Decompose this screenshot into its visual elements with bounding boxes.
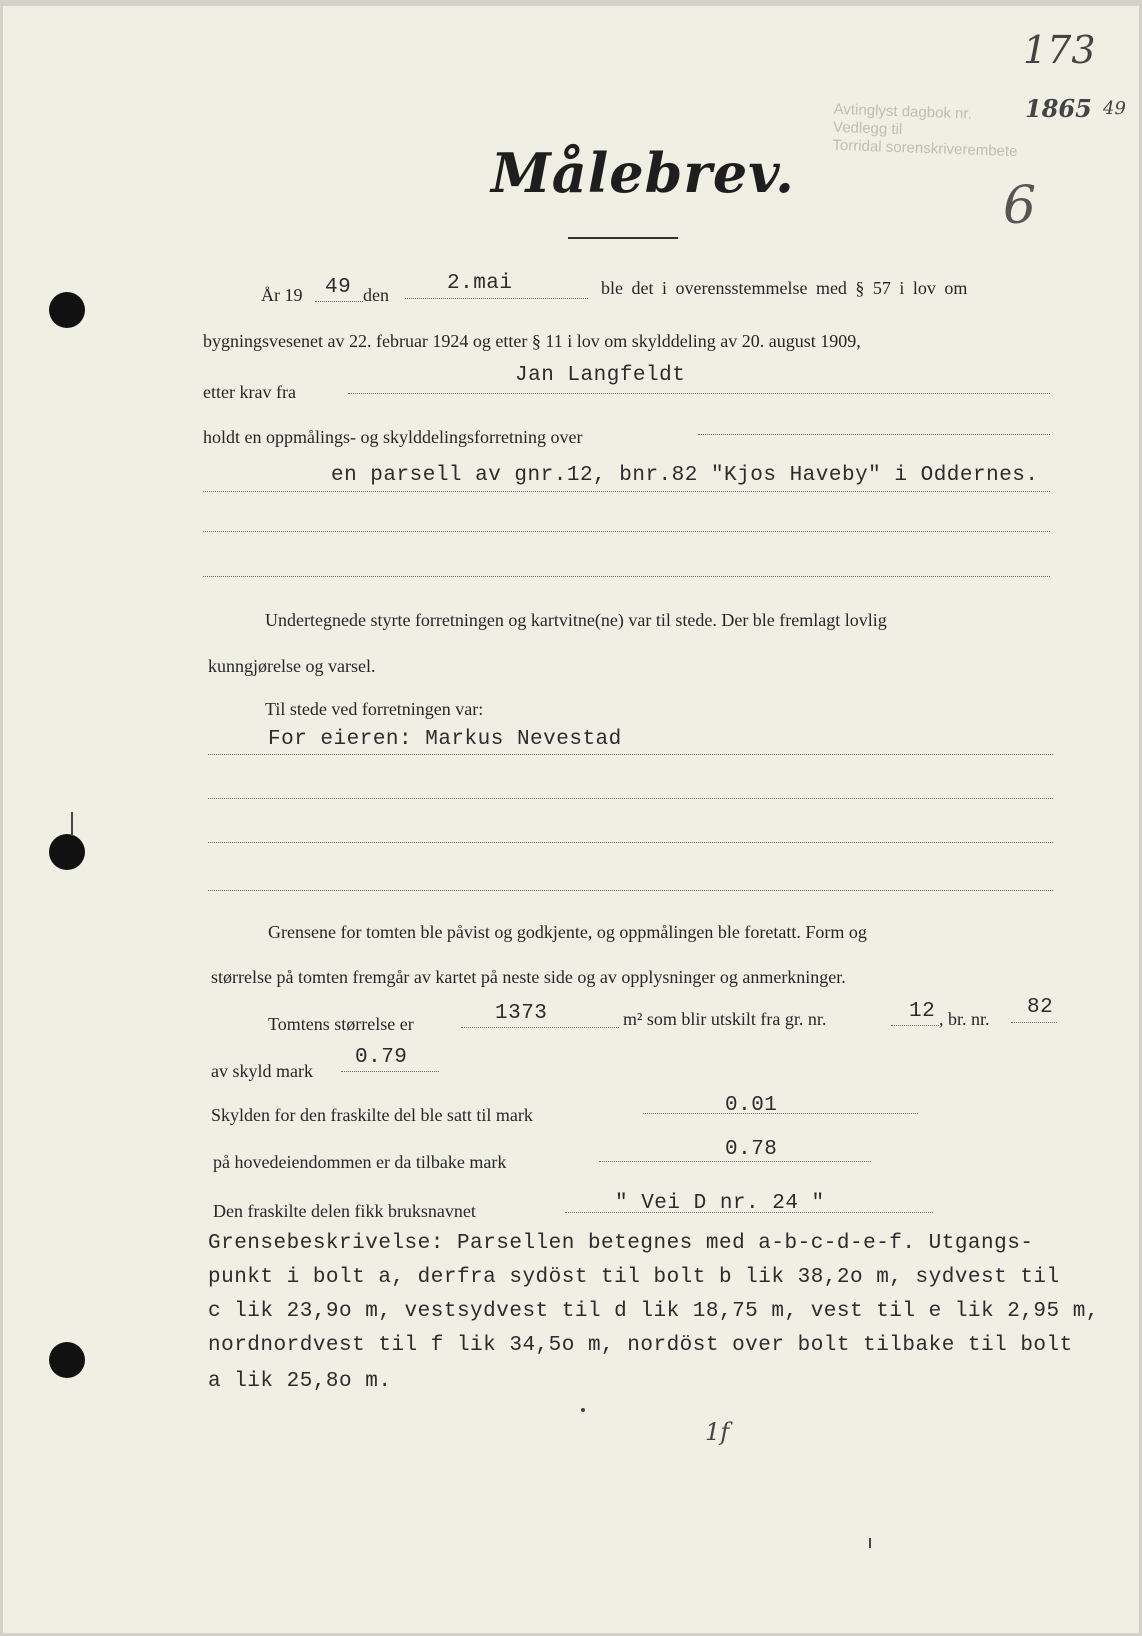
ink-speck xyxy=(869,1538,871,1548)
date-value: 2.mai xyxy=(447,272,513,295)
para2-line2: kunngjørelse og varsel. xyxy=(208,656,376,676)
initials: 1f xyxy=(705,1418,730,1446)
punch-hole xyxy=(49,834,85,870)
boundary-line: c lik 23,9o m, vestsydvest til d lik 18,75 m, vest til e lik 2,95 m, xyxy=(208,1300,1099,1323)
gnr-value: 12 xyxy=(909,1000,936,1023)
blank-line xyxy=(208,890,1053,891)
blank-line xyxy=(203,576,1050,577)
stamp-line: Torridal sorenskriverembete xyxy=(832,136,1018,161)
page-number: 173 xyxy=(1023,28,1096,72)
punch-hole xyxy=(49,292,85,328)
para1-text1: ble det i overensstemmelse med § 57 i lov om xyxy=(601,278,968,298)
stamp-line: Avtinglyst dagbok nr. xyxy=(833,100,973,123)
navn-value: " Vei D nr. 24 " xyxy=(615,1192,825,1215)
request-label: etter krav fra xyxy=(203,382,296,402)
title-divider xyxy=(568,237,678,239)
skyld-value: 0.79 xyxy=(355,1046,408,1069)
boundary-line: nordnordvest til f lik 34,5o m, nordöst over bolt tilbake til bolt xyxy=(208,1334,1073,1357)
bnr-label: , br. nr. xyxy=(939,1009,990,1029)
bnr-line xyxy=(1011,1022,1057,1023)
bnr-value: 82 xyxy=(1027,996,1054,1019)
year-prefix: År 19 xyxy=(261,285,303,305)
reference-suffix: 49 xyxy=(1103,98,1126,119)
navn-label: Den fraskilte delen fikk bruksnavnet xyxy=(213,1201,476,1221)
size-unit: m² som blir utskilt fra gr. nr. xyxy=(623,1009,827,1029)
present-label: Til stede ved forretningen var: xyxy=(265,699,484,719)
held-label: holdt en oppmålings- og skylddelingsforretning over xyxy=(203,427,583,447)
gnr-line xyxy=(891,1025,939,1026)
registration-stamp xyxy=(832,101,1019,161)
punch-hole xyxy=(49,1342,85,1378)
skyld-line xyxy=(341,1071,439,1072)
para1-text2: bygningsvesenet av 22. februar 1924 og etter § 11 i lov om skylddeling av 20. august 1909, xyxy=(203,331,861,351)
size-value: 1373 xyxy=(495,1002,548,1025)
parcel-description: en parsell av gnr.12, bnr.82 "Kjos Haveby" i Oddernes. xyxy=(331,464,1039,487)
stamp-line: Vedlegg til xyxy=(832,118,903,139)
navn-line xyxy=(565,1212,933,1213)
fraskilt-label: Skylden for den fraskilte del ble satt til mark xyxy=(211,1105,533,1125)
fraskilt-value: 0.01 xyxy=(725,1094,778,1117)
skyld-label: av skyld mark xyxy=(211,1061,313,1081)
fraskilt-line xyxy=(643,1113,918,1114)
para3-line2: størrelse på tomten fremgår av kartet på neste side og av opplysninger og anmerkninger. xyxy=(211,967,846,987)
page-title: Målebrev. xyxy=(491,141,795,205)
date-line xyxy=(405,298,588,299)
boundary-line: Grensebeskrivelse: Parsellen betegnes med a-b-c-d-e-f. Utgangs- xyxy=(208,1232,1034,1255)
para2-line1: Undertegnede styrte forretningen og kartvitne(ne) var til stede. Der ble fremlagt lovlig xyxy=(265,610,887,630)
boundary-line: a lik 25,8o m. xyxy=(208,1370,392,1393)
boundary-line: punkt i bolt a, derfra sydöst til bolt b lik 38,2o m, sydvest til xyxy=(208,1266,1060,1289)
margin-mark: 6 xyxy=(1003,176,1037,236)
size-label: Tomtens størrelse er xyxy=(268,1014,414,1034)
parcel-line xyxy=(203,491,1050,492)
present-line xyxy=(208,754,1053,755)
blank-line xyxy=(208,842,1053,843)
requester-line xyxy=(348,393,1050,394)
held-line xyxy=(698,434,1050,435)
year-value: 49 xyxy=(325,276,352,299)
punch-hole-tick xyxy=(71,812,73,836)
reference-number: 1865 xyxy=(1025,94,1092,123)
requester-name: Jan Langfeldt xyxy=(515,364,686,387)
tilbake-line xyxy=(599,1161,871,1162)
den-label: den xyxy=(363,285,389,305)
present-person: For eieren: Markus Nevestad xyxy=(268,728,622,751)
blank-line xyxy=(208,798,1053,799)
size-line xyxy=(461,1027,619,1028)
ink-dot xyxy=(581,1408,585,1412)
blank-line xyxy=(203,531,1050,532)
para3-line1: Grensene for tomten ble påvist og godkjente, og oppmålingen ble foretatt. Form og xyxy=(268,922,867,942)
year-line xyxy=(315,301,363,302)
tilbake-label: på hovedeiendommen er da tilbake mark xyxy=(213,1152,507,1172)
tilbake-value: 0.78 xyxy=(725,1138,778,1161)
